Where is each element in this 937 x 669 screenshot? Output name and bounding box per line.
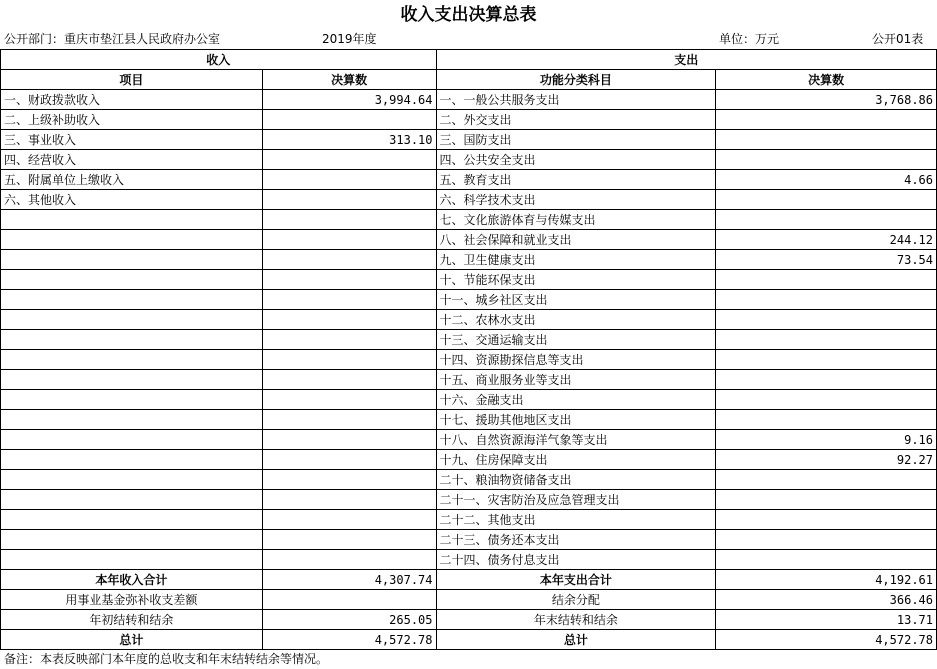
expense-amount-cell [716,150,937,170]
summary-expense-label: 年末结转和结余 [436,610,716,630]
summary-table [0,49,937,650]
income-item-cell: 一、财政拨款收入 [1,90,263,110]
income-amount-cell: 313.10 [262,130,436,150]
expense-item-cell: 十一、城乡社区支出 [436,290,716,310]
income-item-cell: 三、事业收入 [1,130,263,150]
expense-amount-cell [716,330,937,350]
expense-item-cell: 二十、粮油物资储备支出 [436,470,716,490]
income-item-cell [1,530,263,550]
expense-amount-cell [716,550,937,570]
expense-section-header: 支出 [436,50,937,70]
income-item-cell: 五、附属单位上缴收入 [1,170,263,190]
expense-item-cell: 十二、农林水支出 [436,310,716,330]
table-row [1,250,937,270]
table-row [1,290,937,310]
summary-row [1,590,937,610]
expense-amount-cell [716,410,937,430]
income-amount-cell [262,330,436,350]
table-row [1,210,937,230]
table-row [1,270,937,290]
expense-amount-cell [716,350,937,370]
income-amount-cell [262,110,436,130]
summary-row [1,570,937,590]
expense-amount-cell [716,530,937,550]
expense-item-cell: 十六、金融支出 [436,390,716,410]
income-amount-cell [262,530,436,550]
summary-expense-amount: 366.46 [716,590,937,610]
footnote: 备注：本表反映部门本年度的总收支和年末结转结余等情况。 [4,652,329,666]
income-item-cell [1,510,263,530]
income-amount-cell [262,210,436,230]
income-amount-cell [262,370,436,390]
income-item-cell [1,390,263,410]
expense-item-cell: 一、一般公共服务支出 [436,90,716,110]
item-column-header: 项目 [1,70,263,90]
expense-amount-cell: 3,768.86 [716,90,937,110]
expense-amount-cell: 4.66 [716,170,937,190]
summary-income-label: 用事业基金弥补收支差额 [1,590,263,610]
expense-item-cell: 十、节能环保支出 [436,270,716,290]
expense-amount-cell: 73.54 [716,250,937,270]
table-row [1,350,937,370]
table-row [1,430,937,450]
expense-item-cell: 十三、交通运输支出 [436,330,716,350]
income-item-cell [1,490,263,510]
income-amount-cell [262,190,436,210]
income-item-cell [1,450,263,470]
expense-amount-cell: 244.12 [716,230,937,250]
table-row [1,130,937,150]
fiscal-year: 2019年度 [322,32,377,46]
income-item-cell [1,470,263,490]
expense-item-cell: 十八、自然资源海洋气象等支出 [436,430,716,450]
income-item-cell: 六、其他收入 [1,190,263,210]
summary-income-amount: 265.05 [262,610,436,630]
expense-amount-cell [716,390,937,410]
income-amount-cell [262,230,436,250]
income-amount-cell [262,410,436,430]
expense-amount-cell [716,470,937,490]
summary-income-amount: 4,307.74 [262,570,436,590]
expense-amount-cell [716,290,937,310]
income-item-cell [1,250,263,270]
income-item-cell: 二、上级补助收入 [1,110,263,130]
table-row [1,90,937,110]
function-column-header: 功能分类科目 [436,70,716,90]
expense-item-cell: 二十三、债务还本支出 [436,530,716,550]
expense-amount-column-header: 决算数 [716,70,937,90]
income-amount-cell [262,430,436,450]
expense-item-cell: 七、文化旅游体育与传媒支出 [436,210,716,230]
expense-amount-cell: 92.27 [716,450,937,470]
income-amount-cell [262,310,436,330]
expense-amount-cell [716,130,937,150]
table-row [1,330,937,350]
income-item-cell [1,230,263,250]
income-item-cell [1,350,263,370]
income-amount-cell: 3,994.64 [262,90,436,110]
summary-income-amount [262,590,436,610]
table-row [1,390,937,410]
income-item-cell [1,270,263,290]
department-label: 公开部门：重庆市垫江县人民政府办公室 [4,32,221,46]
summary-income-label: 年初结转和结余 [1,610,263,630]
unit-label: 单位：万元 [719,32,780,46]
income-item-cell [1,290,263,310]
summary-expense-amount: 13.71 [716,610,937,630]
summary-expense-label: 本年支出合计 [436,570,716,590]
expense-amount-cell [716,110,937,130]
table-row [1,370,937,390]
expense-item-cell: 二十一、灾害防治及应急管理支出 [436,490,716,510]
income-section-header: 收入 [1,50,437,70]
income-item-cell [1,330,263,350]
expense-item-cell: 十九、住房保障支出 [436,450,716,470]
summary-row [1,610,937,630]
income-amount-cell [262,510,436,530]
expense-item-cell: 八、社会保障和就业支出 [436,230,716,250]
table-row [1,110,937,130]
expense-item-cell: 十五、商业服务业等支出 [436,370,716,390]
income-item-cell [1,210,263,230]
table-row [1,190,937,210]
income-amount-cell [262,350,436,370]
income-item-cell [1,370,263,390]
summary-expense-label: 结余分配 [436,590,716,610]
expense-amount-cell [716,510,937,530]
table-row [1,490,937,510]
expense-amount-cell [716,490,937,510]
summary-income-amount: 4,572.78 [262,630,436,650]
summary-expense-label: 总计 [436,630,716,650]
table-row [1,230,937,250]
income-amount-cell [262,170,436,190]
income-amount-cell [262,250,436,270]
expense-item-cell: 五、教育支出 [436,170,716,190]
expense-amount-cell [716,210,937,230]
table-code: 公开01表 [872,32,924,46]
income-amount-cell [262,390,436,410]
income-item-cell [1,410,263,430]
expense-amount-cell [716,370,937,390]
income-amount-cell [262,470,436,490]
expense-amount-cell [716,190,937,210]
income-item-cell [1,430,263,450]
expense-item-cell: 十四、资源勘探信息等支出 [436,350,716,370]
income-amount-cell [262,450,436,470]
table-row [1,410,937,430]
table-row [1,550,937,570]
income-amount-cell [262,290,436,310]
table-row [1,150,937,170]
column-header-row [1,70,937,90]
income-amount-cell [262,150,436,170]
income-item-cell [1,310,263,330]
table-row [1,450,937,470]
summary-expense-amount: 4,572.78 [716,630,937,650]
expense-item-cell: 十七、援助其他地区支出 [436,410,716,430]
expense-item-cell: 四、公共安全支出 [436,150,716,170]
expense-item-cell: 二十二、其他支出 [436,510,716,530]
income-amount-cell [262,550,436,570]
expense-amount-cell [716,310,937,330]
report-title: 收入支出决算总表 [400,5,537,25]
summary-income-label: 本年收入合计 [1,570,263,590]
table-row [1,510,937,530]
income-item-cell: 四、经营收入 [1,150,263,170]
table-row [1,310,937,330]
expense-item-cell: 九、卫生健康支出 [436,250,716,270]
income-amount-column-header: 决算数 [262,70,436,90]
summary-income-label: 总计 [1,630,263,650]
income-item-cell [1,550,263,570]
section-header-row [1,50,937,70]
summary-expense-amount: 4,192.61 [716,570,937,590]
summary-row [1,630,937,650]
table-row [1,170,937,190]
expense-item-cell: 二、外交支出 [436,110,716,130]
expense-item-cell: 六、科学技术支出 [436,190,716,210]
expense-amount-cell: 9.16 [716,430,937,450]
income-amount-cell [262,270,436,290]
table-row [1,530,937,550]
table-row [1,470,937,490]
expense-amount-cell [716,270,937,290]
expense-item-cell: 二十四、债务付息支出 [436,550,716,570]
income-amount-cell [262,490,436,510]
expense-item-cell: 三、国防支出 [436,130,716,150]
